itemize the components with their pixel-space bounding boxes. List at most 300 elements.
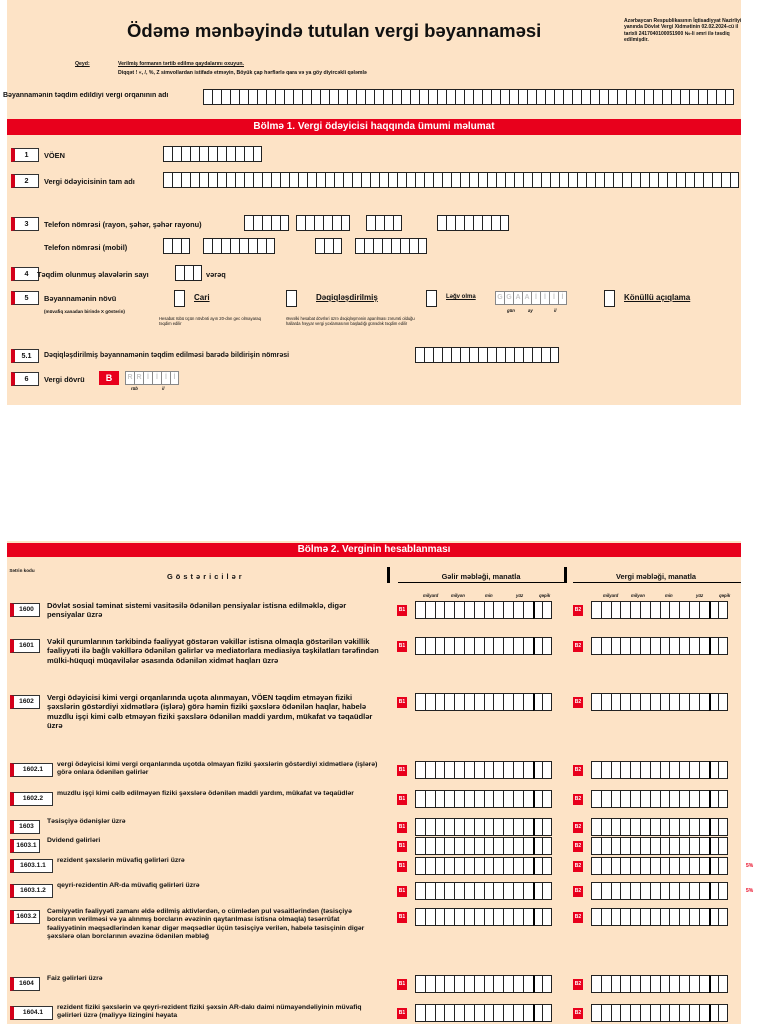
char-cell[interactable] [244,215,253,231]
digit-cell[interactable] [611,601,621,619]
income-amount-1601[interactable] [415,637,552,655]
char-cell[interactable] [212,89,221,105]
char-cell[interactable] [482,89,491,105]
char-cell[interactable] [410,89,419,105]
placeholder-cell[interactable]: G [504,291,513,305]
char-cell[interactable] [391,238,400,254]
char-cell[interactable] [271,172,280,188]
char-cell[interactable] [649,172,658,188]
char-cell[interactable] [163,172,172,188]
char-cell[interactable] [271,215,280,231]
char-cell[interactable] [373,238,382,254]
char-cell[interactable] [572,89,581,105]
char-cell[interactable] [433,172,442,188]
digit-cell[interactable] [484,1004,494,1022]
digit-cell[interactable] [464,693,474,711]
char-cell[interactable] [280,172,289,188]
digit-cell[interactable] [620,1004,630,1022]
digit-cell[interactable] [699,837,709,855]
digit-cell[interactable] [689,857,699,875]
char-cell[interactable] [437,89,446,105]
char-cell[interactable] [323,215,332,231]
digit-cell[interactable] [435,693,445,711]
char-cell[interactable] [409,238,418,254]
phone-mobile-part2-field[interactable] [315,238,342,254]
char-cell[interactable] [253,215,262,231]
taxpayer-name-field[interactable] [163,172,739,188]
char-cell[interactable] [181,172,190,188]
char-cell[interactable] [172,238,181,254]
digit-cell[interactable] [669,790,679,808]
char-cell[interactable] [298,172,307,188]
digit-cell[interactable] [523,882,533,900]
digit-cell[interactable] [435,637,445,655]
digit-cell[interactable] [454,637,464,655]
char-cell[interactable] [545,89,554,105]
char-cell[interactable] [289,172,298,188]
char-cell[interactable] [437,215,446,231]
phone-mobile-part3-field[interactable] [355,238,427,254]
digit-cell[interactable] [689,818,699,836]
digit-cell[interactable] [718,857,728,875]
digit-cell[interactable] [689,882,699,900]
digit-cell[interactable] [444,857,454,875]
char-cell[interactable] [478,172,487,188]
digit-cell[interactable] [533,693,543,711]
char-cell[interactable] [262,172,271,188]
digit-cell[interactable] [454,790,464,808]
digit-cell[interactable] [493,693,503,711]
digit-cell[interactable] [620,857,630,875]
char-cell[interactable] [203,89,212,105]
digit-cell[interactable] [513,908,523,926]
digit-cell[interactable] [425,837,435,855]
digit-cell[interactable] [415,837,425,855]
digit-cell[interactable] [415,761,425,779]
char-cell[interactable] [356,89,365,105]
digit-cell[interactable] [503,637,513,655]
char-cell[interactable] [721,172,730,188]
digit-cell[interactable] [689,693,699,711]
digit-cell[interactable] [415,637,425,655]
char-cell[interactable] [541,172,550,188]
income-amount-1603-2[interactable] [415,908,552,926]
char-cell[interactable] [568,172,577,188]
digit-cell[interactable] [630,601,640,619]
digit-cell[interactable] [679,693,689,711]
digit-cell[interactable] [611,857,621,875]
phone-city-code-field[interactable] [244,215,289,231]
digit-cell[interactable] [484,975,494,993]
digit-cell[interactable] [709,1004,719,1022]
digit-cell[interactable] [660,818,670,836]
placeholder-cell[interactable]: G [495,291,504,305]
digit-cell[interactable] [709,837,719,855]
tax-amount-1604-1[interactable] [591,1004,728,1022]
digit-cell[interactable] [718,818,728,836]
digit-cell[interactable] [542,837,552,855]
char-cell[interactable] [550,347,559,363]
char-cell[interactable] [716,89,725,105]
digit-cell[interactable] [415,818,425,836]
digit-cell[interactable] [464,1004,474,1022]
digit-cell[interactable] [464,818,474,836]
digit-cell[interactable] [699,790,709,808]
char-cell[interactable] [433,347,442,363]
digit-cell[interactable] [425,1004,435,1022]
char-cell[interactable] [284,89,293,105]
digit-cell[interactable] [669,837,679,855]
char-cell[interactable] [424,172,433,188]
char-cell[interactable] [315,238,324,254]
digit-cell[interactable] [474,908,484,926]
tax-period-field[interactable] [125,371,179,385]
char-cell[interactable] [514,172,523,188]
digit-cell[interactable] [425,882,435,900]
char-cell[interactable] [172,146,181,162]
char-cell[interactable] [698,89,707,105]
digit-cell[interactable] [650,637,660,655]
digit-cell[interactable] [444,975,454,993]
char-cell[interactable] [554,89,563,105]
char-cell[interactable] [541,347,550,363]
tax-amount-1603-1-2[interactable] [591,882,728,900]
char-cell[interactable] [266,89,275,105]
digit-cell[interactable] [718,1004,728,1022]
digit-cell[interactable] [523,908,533,926]
digit-cell[interactable] [689,637,699,655]
digit-cell[interactable] [533,790,543,808]
tax-amount-1604[interactable] [591,975,728,993]
digit-cell[interactable] [542,857,552,875]
char-cell[interactable] [491,215,500,231]
tax-amount-1603-1-1[interactable] [591,857,728,875]
char-cell[interactable] [383,89,392,105]
digit-cell[interactable] [474,857,484,875]
digit-cell[interactable] [454,601,464,619]
phone-city-part1-field[interactable] [296,215,350,231]
digit-cell[interactable] [679,761,689,779]
digit-cell[interactable] [679,790,689,808]
digit-cell[interactable] [718,882,728,900]
char-cell[interactable] [364,238,373,254]
digit-cell[interactable] [493,857,503,875]
digit-cell[interactable] [542,790,552,808]
char-cell[interactable] [617,89,626,105]
digit-cell[interactable] [484,693,494,711]
digit-cell[interactable] [650,693,660,711]
digit-cell[interactable] [718,837,728,855]
digit-cell[interactable] [611,790,621,808]
digit-cell[interactable] [660,1004,670,1022]
char-cell[interactable] [406,172,415,188]
digit-cell[interactable] [650,975,660,993]
digit-cell[interactable] [542,818,552,836]
char-cell[interactable] [302,89,311,105]
digit-cell[interactable] [709,908,719,926]
char-cell[interactable] [428,89,437,105]
digit-cell[interactable] [542,1004,552,1022]
char-cell[interactable] [347,89,356,105]
char-cell[interactable] [730,172,739,188]
char-cell[interactable] [212,238,221,254]
digit-cell[interactable] [709,975,719,993]
digit-cell[interactable] [660,637,670,655]
digit-cell[interactable] [699,975,709,993]
char-cell[interactable] [334,172,343,188]
digit-cell[interactable] [513,790,523,808]
char-cell[interactable] [184,265,193,281]
digit-cell[interactable] [669,975,679,993]
digit-cell[interactable] [709,882,719,900]
income-amount-1600[interactable] [415,601,552,619]
digit-cell[interactable] [640,857,650,875]
digit-cell[interactable] [503,837,513,855]
char-cell[interactable] [626,89,635,105]
digit-cell[interactable] [464,837,474,855]
digit-cell[interactable] [523,1004,533,1022]
char-cell[interactable] [217,172,226,188]
digit-cell[interactable] [425,818,435,836]
voen-field[interactable] [163,146,262,162]
char-cell[interactable] [248,238,257,254]
digit-cell[interactable] [425,790,435,808]
digit-cell[interactable] [660,601,670,619]
digit-cell[interactable] [630,908,640,926]
char-cell[interactable] [662,89,671,105]
char-cell[interactable] [500,89,509,105]
char-cell[interactable] [455,89,464,105]
digit-cell[interactable] [669,761,679,779]
digit-cell[interactable] [542,637,552,655]
char-cell[interactable] [518,89,527,105]
digit-cell[interactable] [640,837,650,855]
digit-cell[interactable] [533,908,543,926]
digit-cell[interactable] [415,601,425,619]
char-cell[interactable] [257,89,266,105]
digit-cell[interactable] [620,601,630,619]
digit-cell[interactable] [620,837,630,855]
char-cell[interactable] [230,238,239,254]
char-cell[interactable] [590,89,599,105]
placeholder-cell[interactable]: İ [549,291,558,305]
char-cell[interactable] [563,89,572,105]
char-cell[interactable] [374,89,383,105]
digit-cell[interactable] [620,790,630,808]
digit-cell[interactable] [533,761,543,779]
char-cell[interactable] [536,89,545,105]
digit-cell[interactable] [630,693,640,711]
digit-cell[interactable] [679,882,689,900]
char-cell[interactable] [496,347,505,363]
digit-cell[interactable] [650,908,660,926]
char-cell[interactable] [532,172,541,188]
digit-cell[interactable] [415,790,425,808]
char-cell[interactable] [482,215,491,231]
digit-cell[interactable] [454,693,464,711]
digit-cell[interactable] [640,601,650,619]
digit-cell[interactable] [474,882,484,900]
digit-cell[interactable] [444,601,454,619]
digit-cell[interactable] [679,1004,689,1022]
digit-cell[interactable] [699,637,709,655]
digit-cell[interactable] [630,637,640,655]
char-cell[interactable] [631,172,640,188]
placeholder-cell[interactable]: İ [161,371,170,385]
digit-cell[interactable] [503,601,513,619]
char-cell[interactable] [500,215,509,231]
digit-cell[interactable] [454,908,464,926]
char-cell[interactable] [671,89,680,105]
digit-cell[interactable] [669,818,679,836]
digit-cell[interactable] [464,908,474,926]
digit-cell[interactable] [611,1004,621,1022]
char-cell[interactable] [248,89,257,105]
phone-mobile-part1-field[interactable] [203,238,275,254]
char-cell[interactable] [375,215,384,231]
digit-cell[interactable] [425,857,435,875]
digit-cell[interactable] [660,975,670,993]
placeholder-cell[interactable]: İ [540,291,549,305]
digit-cell[interactable] [601,975,611,993]
phone-mobile-code-field[interactable] [163,238,190,254]
digit-cell[interactable] [474,761,484,779]
char-cell[interactable] [393,215,402,231]
digit-cell[interactable] [601,837,611,855]
digit-cell[interactable] [640,790,650,808]
char-cell[interactable] [532,347,541,363]
digit-cell[interactable] [464,790,474,808]
char-cell[interactable] [442,347,451,363]
digit-cell[interactable] [435,601,445,619]
digit-cell[interactable] [523,818,533,836]
char-cell[interactable] [559,172,568,188]
char-cell[interactable] [401,89,410,105]
char-cell[interactable] [469,347,478,363]
digit-cell[interactable] [425,908,435,926]
placeholder-cell[interactable]: İ [170,371,179,385]
digit-cell[interactable] [679,857,689,875]
char-cell[interactable] [338,89,347,105]
digit-cell[interactable] [474,837,484,855]
digit-cell[interactable] [533,975,543,993]
char-cell[interactable] [446,215,455,231]
digit-cell[interactable] [718,637,728,655]
digit-cell[interactable] [601,882,611,900]
char-cell[interactable] [487,347,496,363]
char-cell[interactable] [613,172,622,188]
digit-cell[interactable] [503,882,513,900]
digit-cell[interactable] [611,761,621,779]
char-cell[interactable] [190,146,199,162]
income-amount-1602-1[interactable] [415,761,552,779]
char-cell[interactable] [527,89,536,105]
char-cell[interactable] [305,215,314,231]
digit-cell[interactable] [611,637,621,655]
digit-cell[interactable] [493,882,503,900]
digit-cell[interactable] [699,908,709,926]
char-cell[interactable] [181,238,190,254]
char-cell[interactable] [496,172,505,188]
char-cell[interactable] [581,89,590,105]
char-cell[interactable] [689,89,698,105]
digit-cell[interactable] [630,975,640,993]
digit-cell[interactable] [435,975,445,993]
char-cell[interactable] [478,347,487,363]
digit-cell[interactable] [435,818,445,836]
digit-cell[interactable] [444,837,454,855]
digit-cell[interactable] [689,1004,699,1022]
digit-cell[interactable] [513,601,523,619]
placeholder-cell[interactable]: R [134,371,143,385]
digit-cell[interactable] [464,761,474,779]
digit-cell[interactable] [474,1004,484,1022]
char-cell[interactable] [355,238,364,254]
digit-cell[interactable] [611,882,621,900]
digit-cell[interactable] [464,637,474,655]
char-cell[interactable] [181,146,190,162]
char-cell[interactable] [230,89,239,105]
digit-cell[interactable] [425,975,435,993]
digit-cell[interactable] [640,908,650,926]
digit-cell[interactable] [523,837,533,855]
tax-organ-field[interactable] [203,89,734,105]
digit-cell[interactable] [435,882,445,900]
digit-cell[interactable] [591,837,601,855]
char-cell[interactable] [365,89,374,105]
digit-cell[interactable] [474,637,484,655]
digit-cell[interactable] [513,1004,523,1022]
digit-cell[interactable] [611,693,621,711]
char-cell[interactable] [163,238,172,254]
char-cell[interactable] [199,172,208,188]
char-cell[interactable] [608,89,617,105]
char-cell[interactable] [523,347,532,363]
char-cell[interactable] [275,89,284,105]
income-amount-1603[interactable] [415,818,552,836]
digit-cell[interactable] [689,761,699,779]
digit-cell[interactable] [591,693,601,711]
char-cell[interactable] [217,146,226,162]
digit-cell[interactable] [611,975,621,993]
char-cell[interactable] [190,172,199,188]
income-amount-1603-1[interactable] [415,837,552,855]
digit-cell[interactable] [718,975,728,993]
digit-cell[interactable] [533,857,543,875]
digit-cell[interactable] [640,818,650,836]
digit-cell[interactable] [611,908,621,926]
placeholder-cell[interactable]: İ [152,371,161,385]
digit-cell[interactable] [620,908,630,926]
digit-cell[interactable] [650,857,660,875]
digit-cell[interactable] [464,975,474,993]
digit-cell[interactable] [513,975,523,993]
digit-cell[interactable] [474,975,484,993]
char-cell[interactable] [680,89,689,105]
digit-cell[interactable] [484,837,494,855]
digit-cell[interactable] [601,790,611,808]
char-cell[interactable] [244,172,253,188]
digit-cell[interactable] [484,601,494,619]
char-cell[interactable] [473,89,482,105]
char-cell[interactable] [469,172,478,188]
digit-cell[interactable] [699,882,709,900]
digit-cell[interactable] [533,818,543,836]
digit-cell[interactable] [474,818,484,836]
digit-cell[interactable] [493,761,503,779]
char-cell[interactable] [676,172,685,188]
digit-cell[interactable] [484,761,494,779]
